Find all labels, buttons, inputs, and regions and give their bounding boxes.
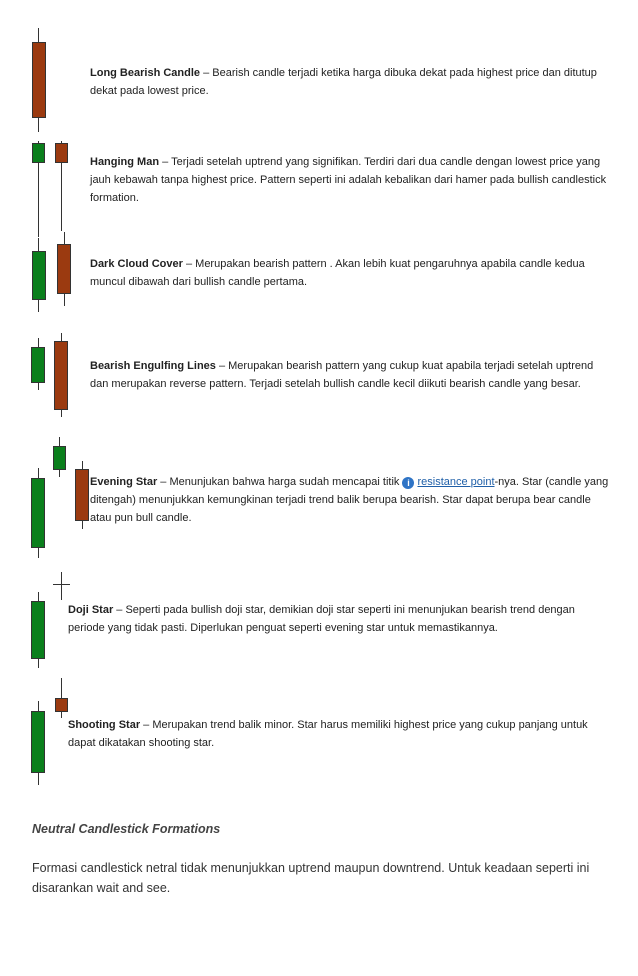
pattern-term: Shooting Star — [68, 719, 141, 731]
pattern-desc: – Seperti pada bullish doji star, demikian doji star seperti ini menunjukan bearish trend dengan periode yang tidak pasti. Diperlukan penguat seperti evening star untuk memastikannya. — [68, 604, 575, 634]
pattern-term: Hanging Man — [90, 156, 160, 168]
pattern-desc: – Bearish candle terjadi ketika harga dibuka dekat pada highest price dan ditutup dekat pada lowest price. — [90, 67, 597, 97]
pattern-desc: – Terjadi setelah uptrend yang signifikan. Terdiri dari dua candle dengan lowest price yang jauh kebawah tanpa highest price. Pattern seperti ini adalah kebalikan dari hamer pada bullish candlestick formation. — [90, 156, 607, 204]
pattern-doji-star — [68, 601, 608, 637]
pattern-desc: – Merupakan bearish pattern yang cukup kuat apabila terjadi setelah uptrend dan merupakan reverse pattern. Terjadi setelah bullish candle kecil diikuti bearish candle yang besar. — [90, 360, 594, 390]
pattern-term: Bearish Engulfing Lines — [90, 360, 216, 372]
pattern-bearish-engulfing — [90, 357, 610, 393]
section-body: Formasi candlestick netral tidak menunjukkan uptrend maupun downtrend. Untuk keadaan seperti ini disarankan wait and see. — [32, 861, 590, 895]
pattern-desc: – Menunjukan bahwa harga sudah mencapai titik — [157, 476, 403, 488]
pattern-hanging-man — [90, 153, 610, 207]
pattern-term: Doji Star — [68, 604, 114, 616]
pattern-term: Long Bearish Candle — [90, 67, 201, 79]
pattern-shooting-star — [68, 716, 608, 752]
section-title: Neutral Candlestick Formations — [32, 822, 221, 836]
pattern-long-bearish — [90, 64, 610, 100]
pattern-desc-after: -nya. Star (candle yang ditengah) menunjukkan kemungkinan terjadi trend balik berupa bearish. Star dapat berupa bear candle atau pun bull candle. — [90, 476, 609, 524]
pattern-dark-cloud — [90, 255, 610, 291]
pattern-desc: – Merupakan bearish pattern . Akan lebih kuat pengaruhnya apabila candle kedua muncul dibawah dari bullish candle pertama. — [90, 258, 585, 288]
pattern-term: Dark Cloud Cover — [90, 258, 183, 270]
pattern-desc: – Merupakan trend balik minor. Star harus memiliki highest price yang cukup panjang untuk dapat dikatakan shooting star. — [68, 719, 588, 749]
pattern-term: Evening Star — [90, 476, 158, 488]
pattern-evening-star — [90, 473, 610, 527]
info-icon[interactable]: i — [402, 477, 414, 489]
resistance-point-link[interactable]: resistance point — [417, 476, 495, 488]
